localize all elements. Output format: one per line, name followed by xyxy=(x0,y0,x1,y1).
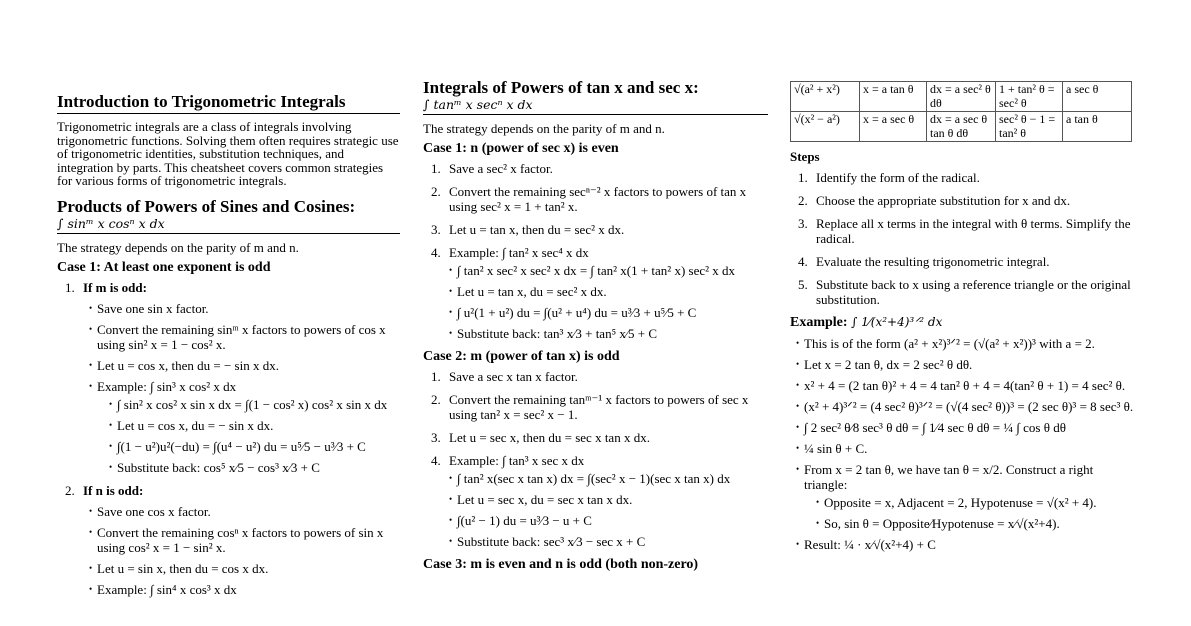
list-item: • x² + 4 = (2 tan θ)² + 4 = 4 tan² θ + 4 = 4(tan² θ + 1) = 4 sec² θ. xyxy=(796,378,1134,393)
step-text: Let u = sec x, then du = sec x tan x dx. xyxy=(449,430,650,445)
list-item xyxy=(790,193,1134,208)
step-text: Save a sec² x factor. xyxy=(449,161,553,176)
item-label: If m is odd: xyxy=(83,279,147,295)
section-header-sin-cos xyxy=(57,197,400,234)
step-text: Evaluate the resulting trigonometric integral. xyxy=(816,254,1050,269)
column-tan-sec xyxy=(423,78,768,577)
section-title: Products of Powers of Sines and Cosines: xyxy=(57,196,356,216)
list-item xyxy=(423,453,768,549)
list-item xyxy=(423,184,768,214)
list-item xyxy=(790,216,1134,246)
item-number: 5. xyxy=(798,277,808,292)
item-number: 2. xyxy=(798,193,808,208)
list-item: • So, sin θ = Opposite⁄Hypotenuse = x⁄√(x²+4). xyxy=(816,516,1134,531)
list-item: • Save one sin x factor. xyxy=(89,301,400,316)
list-item: • Let x = 2 tan θ, dx = 2 sec² θ dθ. xyxy=(796,357,1134,372)
step-text: Example: ∫ tan² x sec⁴ x dx xyxy=(449,245,589,260)
item-number: 1. xyxy=(431,161,441,176)
example-steps xyxy=(109,397,400,475)
item-label: If n is odd: xyxy=(83,482,144,498)
list-item: • Example: ∫ sin⁴ x cos³ x dx xyxy=(89,582,400,597)
list-item: • Convert the remaining sinᵐ x factors to powers of cos x using sin² x = 1 − cos² x. xyxy=(89,322,400,352)
list-item: • Convert the remaining cosⁿ x factors to powers of sin x using cos² x = 1 − sin² x. xyxy=(89,525,400,555)
list-item xyxy=(790,170,1134,185)
table-cell: a tan θ xyxy=(1063,112,1132,142)
strategy-text: The strategy depends on the parity of m and n. xyxy=(423,121,665,136)
list-item: • Let u = sin x, then du = cos x dx. xyxy=(89,561,400,576)
list-item: • Let u = cos x, then du = − sin x dx. xyxy=(89,358,400,373)
table-row xyxy=(791,82,1132,112)
list-item: • Let u = cos x, du = − sin x dx. xyxy=(109,418,400,433)
list-item: • Substitute back: sec³ x⁄3 − sec x + C xyxy=(449,534,768,549)
list-item xyxy=(89,379,400,475)
example-label: Example: xyxy=(790,315,848,330)
list-item xyxy=(423,161,768,176)
example-header xyxy=(790,315,1134,330)
triangle-text: From x = 2 tan θ, we have tan θ = x/2. Construct a right triangle: xyxy=(804,462,1094,492)
table-cell: √(x² − a²) xyxy=(791,112,860,142)
example-steps xyxy=(449,471,768,549)
table-row xyxy=(791,112,1132,142)
step-text: Choose the appropriate substitution for x and dx. xyxy=(816,193,1071,208)
case3-title: Case 3: m is even and n is odd (both non-zero) xyxy=(423,557,699,572)
example-text: Example: ∫ sin³ x cos² x dx xyxy=(97,378,237,394)
list-item: • ¼ sin θ + C. xyxy=(796,441,1134,456)
example-bullets xyxy=(796,336,1134,552)
table-cell: dx = a sec θ tan θ dθ xyxy=(927,112,996,142)
triangle-steps xyxy=(816,495,1134,531)
item-number: 2. xyxy=(431,392,441,407)
list-item xyxy=(423,222,768,237)
case1-list xyxy=(57,280,400,597)
item-n-odd xyxy=(57,483,400,597)
list-item xyxy=(423,392,768,422)
list-item xyxy=(790,254,1134,269)
steps-list xyxy=(790,170,1134,307)
item-number: 1. xyxy=(65,279,75,295)
list-item: • Result: ¼ · x⁄√(x²+4) + C xyxy=(796,537,1134,552)
list-item xyxy=(796,462,1134,531)
step-text: Replace all x terms in the integral with θ terms. Simplify the radical. xyxy=(816,216,1131,246)
list-item: • ∫ 2 sec² θ⁄8 sec³ θ dθ = ∫ 1⁄4 sec θ dθ = ¼ ∫ cos θ dθ xyxy=(796,420,1134,435)
bullet-list xyxy=(89,504,400,597)
step-text: Substitute back to x using a reference triangle or the original substitution. xyxy=(816,277,1131,307)
item-number: 1. xyxy=(798,170,808,185)
list-item xyxy=(790,277,1134,307)
substitution-table xyxy=(790,81,1132,142)
intro-paragraph: Trigonometric integrals are a class of integrals involving trigonometric functions. Solving them often requires strategic use of trigonometric identities, substitution techniques, and integration by parts. This cheatsheet covers common strategies for various forms of trigonometric integrals. xyxy=(57,119,399,188)
list-item: • ∫(u² − 1) du = u³⁄3 − u + C xyxy=(449,513,768,528)
list-item: • Opposite = x, Adjacent = 2, Hypotenuse = √(x² + 4). xyxy=(816,495,1134,510)
section-formula: ∫ tanᵐ x secⁿ x dx xyxy=(423,97,533,112)
table-cell: 1 + tan² θ = sec² θ xyxy=(996,82,1063,112)
item-number: 3. xyxy=(798,216,808,231)
table-cell: x = a tan θ xyxy=(860,82,927,112)
table-cell: dx = a sec² θ dθ xyxy=(927,82,996,112)
case1-title: Case 1: At least one exponent is odd xyxy=(57,259,271,275)
item-m-odd xyxy=(57,280,400,475)
list-item: • ∫(1 − u²)u²(−du) = ∫(u⁴ − u²) du = u⁵⁄5 − u³⁄3 + C xyxy=(109,439,400,454)
strategy-text: The strategy depends on the parity of m and n. xyxy=(57,239,299,255)
example-formula: ∫ 1⁄(x²+4)³ᐟ² dx xyxy=(851,315,943,329)
case1-title: Case 1: n (power of sec x) is even xyxy=(423,141,619,156)
column-trig-substitution xyxy=(790,81,1134,558)
list-item: • Save one cos x factor. xyxy=(89,504,400,519)
table-cell: x = a sec θ xyxy=(860,112,927,142)
list-item: • Substitute back: tan³ x⁄3 + tan⁵ x⁄5 + C xyxy=(449,326,768,341)
column-sin-cos xyxy=(57,92,400,605)
case2-title: Case 2: m (power of tan x) is odd xyxy=(423,349,620,364)
step-text: Identify the form of the radical. xyxy=(816,170,980,185)
table-cell: sec² θ − 1 = tan² θ xyxy=(996,112,1063,142)
section-title: Integrals of Powers of tan x and sec x: xyxy=(423,78,699,97)
bullet-list xyxy=(89,301,400,475)
list-item: • Let u = tan x, du = sec² x dx. xyxy=(449,284,768,299)
list-item xyxy=(423,430,768,445)
item-number: 3. xyxy=(431,430,441,445)
list-item xyxy=(423,369,768,384)
list-item xyxy=(423,245,768,341)
step-text: Convert the remaining secⁿ⁻² x factors to powers of tan x using sec² x = 1 + tan² x. xyxy=(449,184,747,214)
step-text: Example: ∫ tan³ x sec x dx xyxy=(449,453,585,468)
list-item: • This is of the form (a² + x²)³ᐟ² = (√(a² + x²))³ with a = 2. xyxy=(796,336,1134,351)
step-text: Let u = tan x, then du = sec² x dx. xyxy=(449,222,625,237)
list-item: • ∫ u²(1 + u²) du = ∫(u² + u⁴) du = u³⁄3 + u⁵⁄5 + C xyxy=(449,305,768,320)
table-cell: √(a² + x²) xyxy=(791,82,860,112)
item-number: 4. xyxy=(431,245,441,260)
list-item: • (x² + 4)³ᐟ² = (4 sec² θ)³ᐟ² = (√(4 sec² θ))³ = (2 sec θ)³ = 8 sec³ θ. xyxy=(796,399,1134,414)
item-number: 4. xyxy=(431,453,441,468)
case2-steps xyxy=(423,369,768,549)
step-text: Convert the remaining tanᵐ⁻¹ x factors to powers of sec x using tan² x = sec² x − 1. xyxy=(449,392,749,422)
case1-steps xyxy=(423,161,768,341)
list-item: • ∫ tan² x sec² x sec² x dx = ∫ tan² x(1 + tan² x) sec² x dx xyxy=(449,263,768,278)
section-header-tan-sec xyxy=(423,78,768,115)
item-number: 2. xyxy=(431,184,441,199)
example-steps xyxy=(449,263,768,341)
section-formula: ∫ sinᵐ x cosⁿ x dx xyxy=(57,215,165,231)
item-number: 2. xyxy=(65,482,75,498)
list-item: • ∫ tan² x(sec x tan x) dx = ∫(sec² x − 1)(sec x tan x) dx xyxy=(449,471,768,486)
step-text: Save a sec x tan x factor. xyxy=(449,369,578,384)
item-number: 4. xyxy=(798,254,808,269)
steps-title: Steps xyxy=(790,149,820,164)
item-number: 3. xyxy=(431,222,441,237)
list-item: • Substitute back: cos⁵ x⁄5 − cos³ x⁄3 + C xyxy=(109,460,400,475)
list-item: • Let u = sec x, du = sec x tan x dx. xyxy=(449,492,768,507)
table-cell: a sec θ xyxy=(1063,82,1132,112)
item-number: 1. xyxy=(431,369,441,384)
intro-title: Introduction to Trigonometric Integrals xyxy=(57,92,400,114)
list-item: • ∫ sin² x cos² x sin x dx = ∫(1 − cos² x) cos² x sin x dx xyxy=(109,397,400,412)
